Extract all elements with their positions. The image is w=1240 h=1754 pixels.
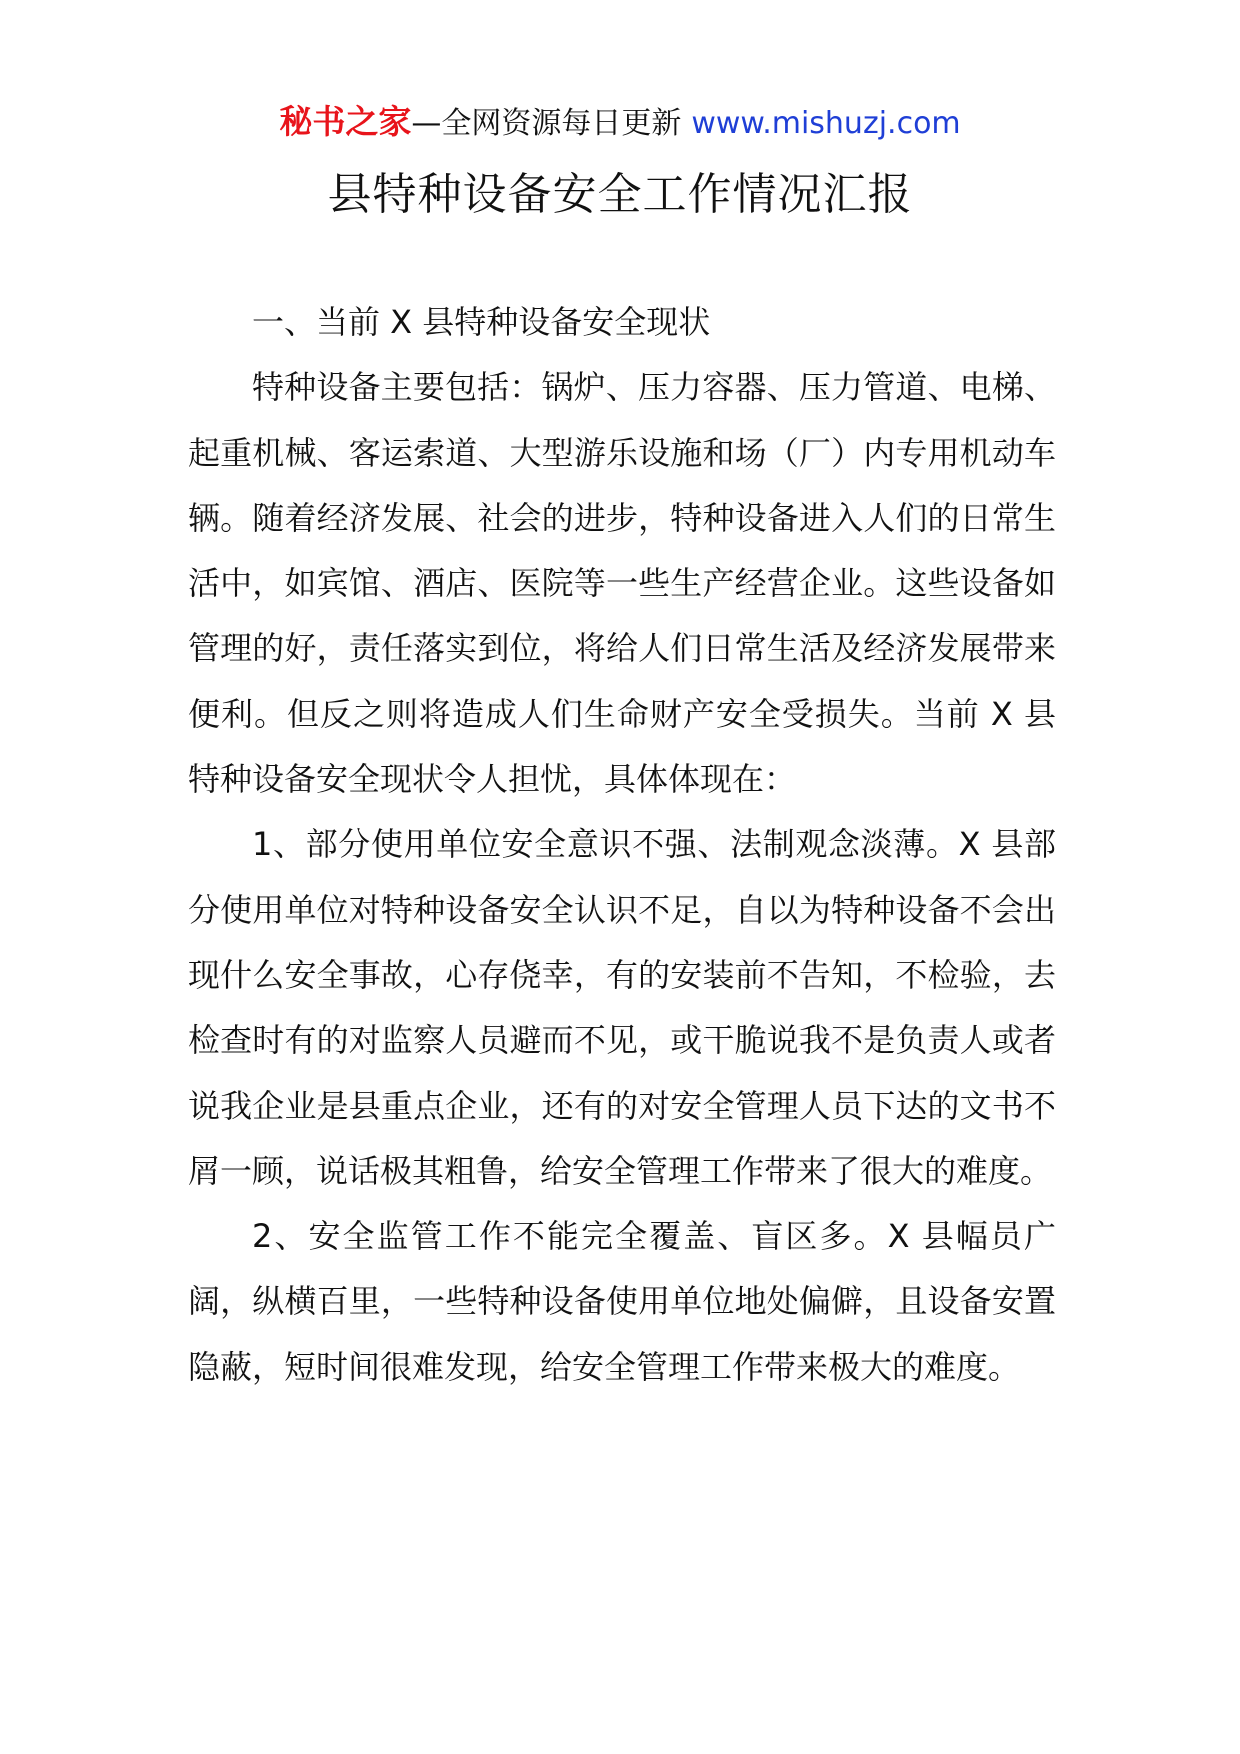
section-heading: 一、当前 X 县特种设备安全现状	[252, 303, 711, 341]
body-paragraph: 1、部分使用单位安全意识不强、法制观念淡薄。X 县部分使用单位对特种设备安全认识不足，自以为特种设备不会出现什么安全事故，心存侥幸，有的安装前不告知，不检验，去检查时有的对监察人员避而不见，或干脆说我不是负责人或者说我企业是县重点企业，还有的对安全管理人员下达的文书不屑一顾，说话极其粗鲁，给安全管理工作带来了很大的难度。	[188, 825, 1056, 1190]
document-body	[188, 290, 1056, 1400]
site-header	[0, 100, 1240, 146]
body-paragraph: 特种设备主要包括：锅炉、压力容器、压力管道、电梯、起重机械、客运索道、大型游乐设施和场（厂）内专用机动车辆。随着经济发展、社会的进步，特种设备进入人们的日常生活中，如宾馆、酒店、医院等一些生产经营企业。这些设备如管理的好，责任落实到位，将给人们日常生活及经济发展带来便利。但反之则将造成人们生命财产安全受损失。当前 X 县特种设备安全现状令人担忧，具体体现在：	[188, 368, 1056, 799]
document-title: 县特种设备安全工作情况汇报	[327, 169, 913, 220]
brand-name: 秘书之家	[279, 102, 412, 141]
site-tagline: —全网资源每日更新	[411, 106, 682, 141]
body-paragraph: 2、安全监管工作不能完全覆盖、盲区多。X 县幅员广阔，纵横百里，一些特种设备使用单位地处偏僻，且设备安置隐蔽，短时间很难发现，给安全管理工作带来极大的难度。	[188, 1217, 1056, 1386]
site-url-link[interactable]: www.mishuzj.com	[691, 106, 961, 141]
